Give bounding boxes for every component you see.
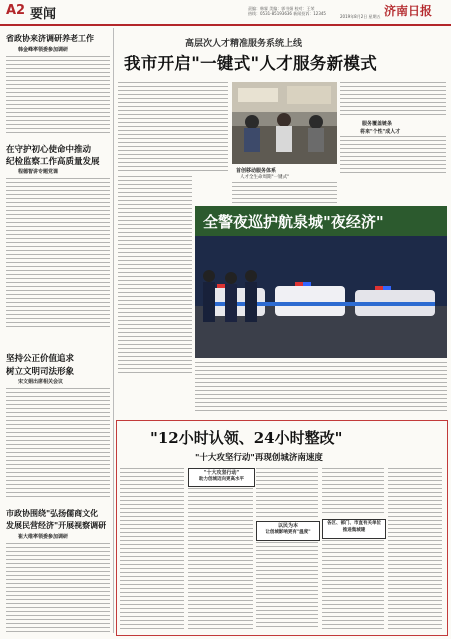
article1-body (6, 56, 110, 136)
article3-headline-line1: 坚持公正价值追求 (6, 354, 75, 364)
article2-headline-line2: 纪检监察工作高质量发展 (6, 157, 100, 167)
article1-headline: 省政协来济调研养老工作 (6, 33, 94, 43)
main-body-col3a (340, 82, 446, 117)
bottom-body-col3b (256, 542, 318, 630)
tag-departments: 各区、部门、市直有关单位 推进集城建 (322, 519, 386, 539)
bottom-body-col2 (188, 488, 253, 630)
photo1-subcaption: 人才全生命周期"一键式" (240, 175, 290, 180)
article4-body (6, 543, 110, 635)
main-body-col2b (232, 182, 337, 204)
photo-night-patrol (195, 236, 447, 358)
bottom-body-col4a (322, 468, 384, 516)
main-kicker: 高层次人才精准服务系统上线 (185, 39, 303, 49)
article3-headline-line2: 树立文明司法形象 (6, 367, 75, 377)
main-body-col1 (118, 82, 228, 172)
editor-credits: 责编：韩霖 美编：郭书娟 校对：王荣 热线：0531-85193636 新闻投诉：12345 (248, 6, 326, 16)
section-title: 要闻 (30, 7, 57, 22)
article4-headline-line1: 市政协围绕"弘扬儒商文化 (6, 508, 99, 518)
night-patrol-banner (195, 206, 447, 236)
side-box-subtitle: 将来"个性"成人才 (360, 129, 401, 135)
bottom-body-col4b (322, 540, 384, 630)
article4-subhead: 崔大维率领委参加调研 (18, 534, 69, 540)
main-body-col1b (118, 176, 192, 376)
article3-body (6, 388, 110, 500)
page-number: A2 (6, 3, 26, 18)
bottom-body-col3a (256, 468, 318, 518)
article2-subhead: 程德智讲专题党课 (18, 169, 59, 175)
article3-subhead: 宋文娟出席相关会议 (18, 379, 64, 385)
article2-headline-line1: 在守护初心使命中推动 (6, 145, 92, 155)
bottom-body-col1 (120, 468, 184, 630)
main-headline: 我市开启"一键式"人才服务新模式 (124, 54, 377, 73)
photo1-caption: 首创移动服务体系 (236, 168, 277, 174)
tag-ten-actions: "十大攻坚行动" 助力创城迈向更高水平 (188, 468, 255, 487)
column-divider-left (113, 28, 114, 633)
article2-body (6, 178, 110, 328)
article4-headline-line2: 发展民营经济"开展视察调研 (6, 520, 107, 530)
tag-people-first: 以民为本 让创城影响更有"温度" (256, 521, 320, 541)
bottom-subhead: "十大攻坚行动"再现创城济南速度 (195, 453, 323, 463)
main-body-col3b (340, 136, 446, 174)
newspaper-logo: 济南日报 (384, 4, 433, 18)
side-box-title: 服务覆盖链条 (362, 121, 393, 127)
issue-date: 2019年8月2日 星期五 (340, 14, 381, 19)
photo-service-window (232, 82, 337, 164)
page-header (0, 0, 451, 26)
bottom-body-col5 (388, 468, 442, 630)
patrol-body (195, 362, 447, 414)
bottom-headline: "12小时认领、24小时整改" (150, 429, 343, 447)
article1-subhead: 韩金峰率领委参加调研 (18, 47, 69, 53)
banner-title: 全警夜巡护航泉城"夜经济" (203, 213, 384, 231)
